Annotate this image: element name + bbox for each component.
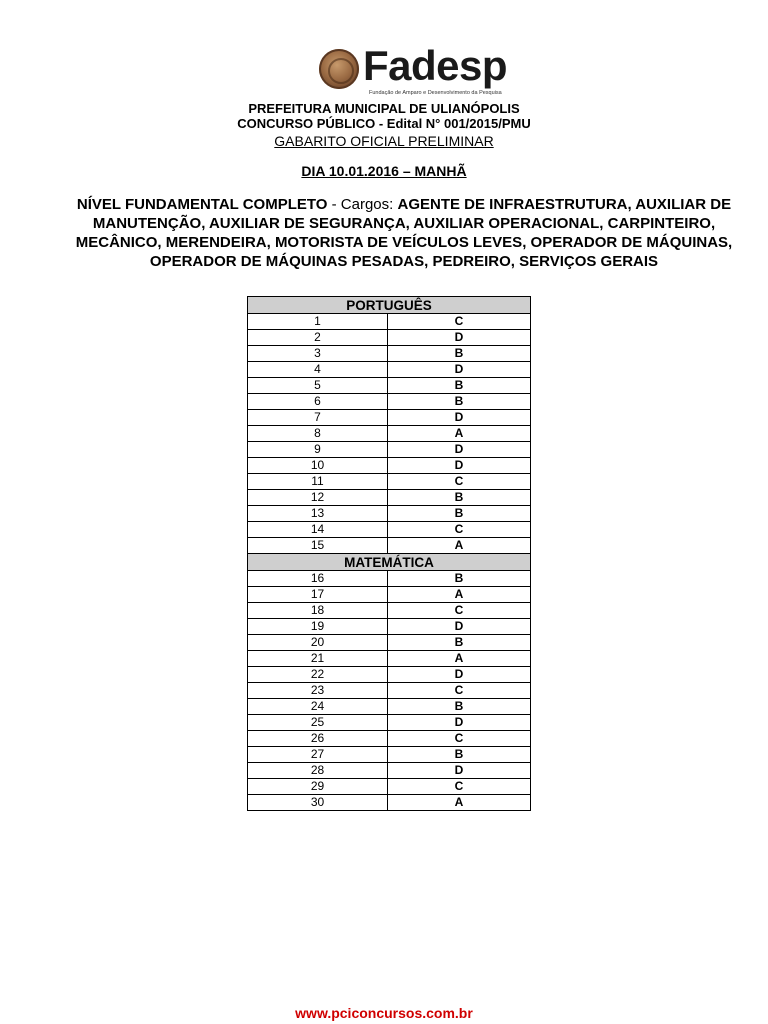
cargos-description (66, 195, 742, 271)
question-number: 7 (248, 410, 388, 426)
question-number: 11 (248, 474, 388, 490)
answer-row (248, 571, 531, 587)
answer-letter: A (388, 795, 531, 811)
answer-row (248, 667, 531, 683)
answer-row (248, 731, 531, 747)
answer-letter: B (388, 699, 531, 715)
answer-letter: B (388, 506, 531, 522)
answer-row (248, 683, 531, 699)
question-number: 12 (248, 490, 388, 506)
question-number: 28 (248, 763, 388, 779)
question-number: 9 (248, 442, 388, 458)
header-date: DIA 10.01.2016 – MANHÃ (301, 163, 467, 179)
answer-letter: C (388, 474, 531, 490)
answer-row (248, 506, 531, 522)
answer-row (248, 715, 531, 731)
answer-letter: C (388, 603, 531, 619)
answer-letter: D (388, 330, 531, 346)
question-number: 26 (248, 731, 388, 747)
question-number: 10 (248, 458, 388, 474)
question-number: 19 (248, 619, 388, 635)
answer-row (248, 330, 531, 346)
answer-row (248, 394, 531, 410)
answer-letter: D (388, 619, 531, 635)
answer-letter: B (388, 394, 531, 410)
answer-row (248, 490, 531, 506)
question-number: 6 (248, 394, 388, 410)
seal-icon (319, 49, 359, 89)
answer-letter: D (388, 667, 531, 683)
answer-letter: D (388, 410, 531, 426)
answer-row (248, 426, 531, 442)
question-number: 23 (248, 683, 388, 699)
answer-row (248, 474, 531, 490)
answer-row (248, 699, 531, 715)
answer-row (248, 651, 531, 667)
question-number: 20 (248, 635, 388, 651)
answer-letter: D (388, 458, 531, 474)
answer-letter: A (388, 538, 531, 554)
answer-letter: B (388, 378, 531, 394)
question-number: 30 (248, 795, 388, 811)
section-title: PORTUGUÊS (248, 297, 531, 314)
answer-row (248, 603, 531, 619)
answer-row (248, 635, 531, 651)
question-number: 4 (248, 362, 388, 378)
question-number: 29 (248, 779, 388, 795)
answer-key-table (247, 296, 531, 811)
question-number: 3 (248, 346, 388, 362)
answer-row (248, 587, 531, 603)
answer-letter: C (388, 314, 531, 330)
section-header-row (248, 297, 531, 314)
answer-letter: A (388, 587, 531, 603)
answer-row (248, 410, 531, 426)
answer-letter: D (388, 715, 531, 731)
section-header-row (248, 554, 531, 571)
question-number: 1 (248, 314, 388, 330)
section-title: MATEMÁTICA (248, 554, 531, 571)
answer-letter: A (388, 426, 531, 442)
answer-row (248, 538, 531, 554)
answer-letter: C (388, 779, 531, 795)
answer-letter: D (388, 763, 531, 779)
answer-row (248, 442, 531, 458)
cargos-separator: - Cargos: (327, 196, 398, 213)
header-concurso: CONCURSO PÚBLICO - Edital N° 001/2015/PMU (237, 116, 531, 131)
answer-row (248, 619, 531, 635)
answer-letter: B (388, 635, 531, 651)
question-number: 13 (248, 506, 388, 522)
question-number: 24 (248, 699, 388, 715)
answer-letter: B (388, 747, 531, 763)
question-number: 27 (248, 747, 388, 763)
answer-row (248, 346, 531, 362)
answer-letter: C (388, 683, 531, 699)
answer-row (248, 779, 531, 795)
logo-wordmark: Fadesp (363, 42, 508, 89)
answer-row (248, 362, 531, 378)
answer-letter: B (388, 490, 531, 506)
answer-letter: B (388, 346, 531, 362)
level-label: NÍVEL FUNDAMENTAL COMPLETO (76, 196, 328, 213)
question-number: 5 (248, 378, 388, 394)
question-number: 14 (248, 522, 388, 538)
answer-letter: B (388, 571, 531, 587)
answer-letter: C (388, 731, 531, 747)
answer-row (248, 378, 531, 394)
question-number: 15 (248, 538, 388, 554)
question-number: 21 (248, 651, 388, 667)
answer-letter: D (388, 442, 531, 458)
question-number: 22 (248, 667, 388, 683)
question-number: 8 (248, 426, 388, 442)
footer-url[interactable]: www.pciconcursos.com.br (295, 1005, 473, 1021)
question-number: 17 (248, 587, 388, 603)
question-number: 16 (248, 571, 388, 587)
header-gabarito: GABARITO OFICIAL PRELIMINAR (274, 133, 494, 149)
answer-row (248, 795, 531, 811)
answer-row (248, 458, 531, 474)
question-number: 25 (248, 715, 388, 731)
answer-letter: A (388, 651, 531, 667)
answer-letter: C (388, 522, 531, 538)
answer-row (248, 747, 531, 763)
fadesp-logo (315, 44, 508, 98)
answer-row (248, 314, 531, 330)
question-number: 2 (248, 330, 388, 346)
header-prefeitura: PREFEITURA MUNICIPAL DE ULIANÓPOLIS (248, 101, 520, 116)
question-number: 18 (248, 603, 388, 619)
answer-row (248, 522, 531, 538)
answer-letter: D (388, 362, 531, 378)
answer-row (248, 763, 531, 779)
cargos-list: AGENTE DE INFRAESTRUTURA, AUXILIAR DE MANUTENÇÃO, AUXILIAR DE SEGURANÇA, AUXILIAR OPERACIONAL, CARPINTEIRO, MECÂNICO, MERENDEIRA, MOTORISTA DE VEÍCULOS LEVES, OPERADOR DE MÁQUINAS, OPERADOR DE MÁQUINAS PESADAS, PEDREIRO, SERVIÇOS GERAIS (75, 196, 733, 270)
logo-tagline: Fundação de Amparo e Desenvolvimento da Pesquisa (369, 90, 502, 96)
